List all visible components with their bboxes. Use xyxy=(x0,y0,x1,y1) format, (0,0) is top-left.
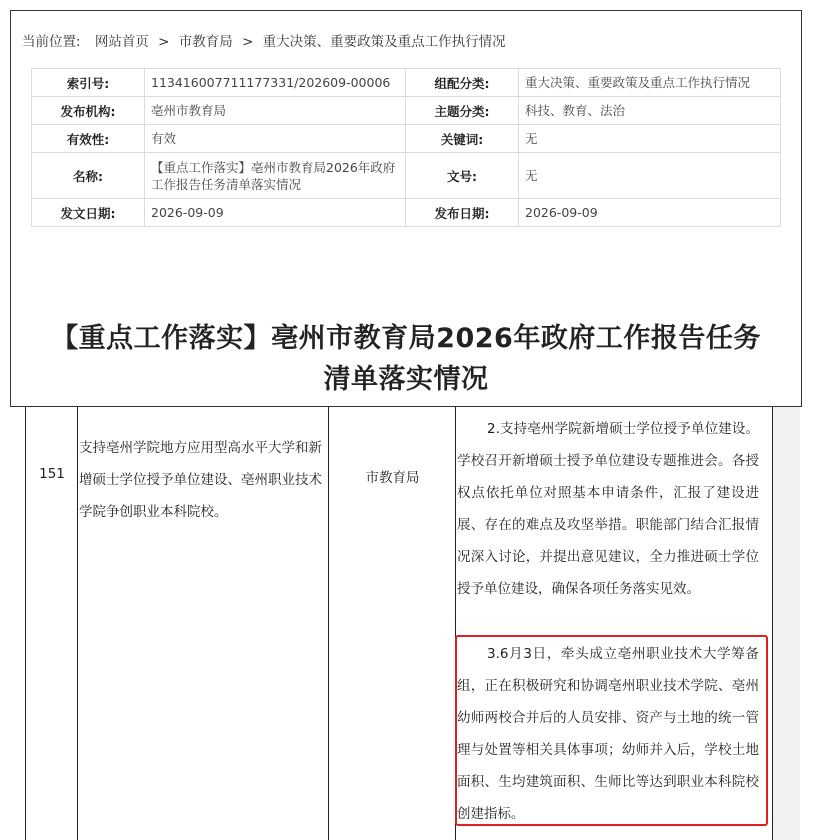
breadcrumb xyxy=(22,30,506,50)
metadata-row xyxy=(32,125,781,153)
breadcrumb-separator: > xyxy=(242,34,254,50)
row-number: 151 xyxy=(39,466,65,482)
breadcrumb-home[interactable]: 网站首页 xyxy=(94,34,149,50)
table-border-line xyxy=(328,407,329,840)
category-label: 组配分类: xyxy=(406,69,519,97)
index-label: 索引号: xyxy=(32,69,145,97)
title-line-2: 清单落实情况 xyxy=(323,364,489,395)
highlight-box xyxy=(455,635,768,826)
table-border-line xyxy=(77,407,78,840)
progress-paragraph-2 xyxy=(457,413,759,605)
publish-date-label: 发布日期: xyxy=(406,199,519,227)
table-border-line xyxy=(25,407,26,840)
document-table-image xyxy=(0,407,813,840)
category-value: 重大决策、重要政策及重点工作执行情况 xyxy=(519,69,781,97)
doc-number-label: 文号: xyxy=(406,153,519,199)
metadata-row xyxy=(32,199,781,227)
responsible-department: 市教育局 xyxy=(365,470,420,486)
keyword-value: 无 xyxy=(519,125,781,153)
publisher-label: 发布机构: xyxy=(32,97,145,125)
task-description: 支持亳州学院地方应用型高水平大学和新增硕士学位授予单位建设、亳州职业技术学院争创职业本科院校。 xyxy=(79,440,322,520)
breadcrumb-category[interactable]: 重大决策、重要政策及重点工作执行情况 xyxy=(262,34,506,50)
progress-paragraph-2-text: 2.支持亳州学院新增硕士学位授予单位建设。学校召开新增硕士授予单位建设专题推进会。各授权点依托单位对照基本申请条件，汇报了建设进展、存在的难点及攻坚举措。职能部门结合汇报情况深入讨论，并提出意见建议，全力推进硕士学位授予单位建设，确保各项任务落实见效。 xyxy=(457,421,759,597)
validity-value: 有效 xyxy=(145,125,406,153)
name-label: 名称: xyxy=(32,153,145,199)
page-title xyxy=(10,318,802,400)
issue-date-label: 发文日期: xyxy=(32,199,145,227)
publisher-value: 亳州市教育局 xyxy=(145,97,406,125)
breadcrumb-label: 当前位置: xyxy=(22,34,81,50)
topic-label: 主题分类: xyxy=(406,97,519,125)
metadata-row xyxy=(32,153,781,199)
publish-date-value: 2026-09-09 xyxy=(519,199,781,227)
issue-date-value: 2026-09-09 xyxy=(145,199,406,227)
scrollbar[interactable] xyxy=(773,407,800,840)
metadata-row xyxy=(32,69,781,97)
title-line-1: 【重点工作落实】亳州市教育局2026年政府工作报告任务 xyxy=(51,323,761,354)
breadcrumb-separator: > xyxy=(158,34,170,50)
breadcrumb-bureau[interactable]: 市教育局 xyxy=(178,34,233,50)
doc-number-value: 无 xyxy=(519,153,781,199)
metadata-table xyxy=(31,68,781,227)
index-value: 113416007711177331/202609-00006 xyxy=(145,69,406,97)
name-value: 【重点工作落实】亳州市教育局2026年政府工作报告任务清单落实情况 xyxy=(145,153,406,199)
keyword-label: 关键词: xyxy=(406,125,519,153)
topic-value: 科技、教育、法治 xyxy=(519,97,781,125)
validity-label: 有效性: xyxy=(32,125,145,153)
progress-paragraph-3-text: 3.6月3日，牵头成立亳州职业技术大学筹备组，正在积极研究和协调亳州职业技术学院、亳州幼师两校合并后的人员安排、资产与土地的统一管理与处置等相关具体事项；幼师并入后，学校土地面积、生均建筑面积、生师比等达到职业本科院校创建指标。 xyxy=(457,646,759,822)
metadata-row xyxy=(32,97,781,125)
